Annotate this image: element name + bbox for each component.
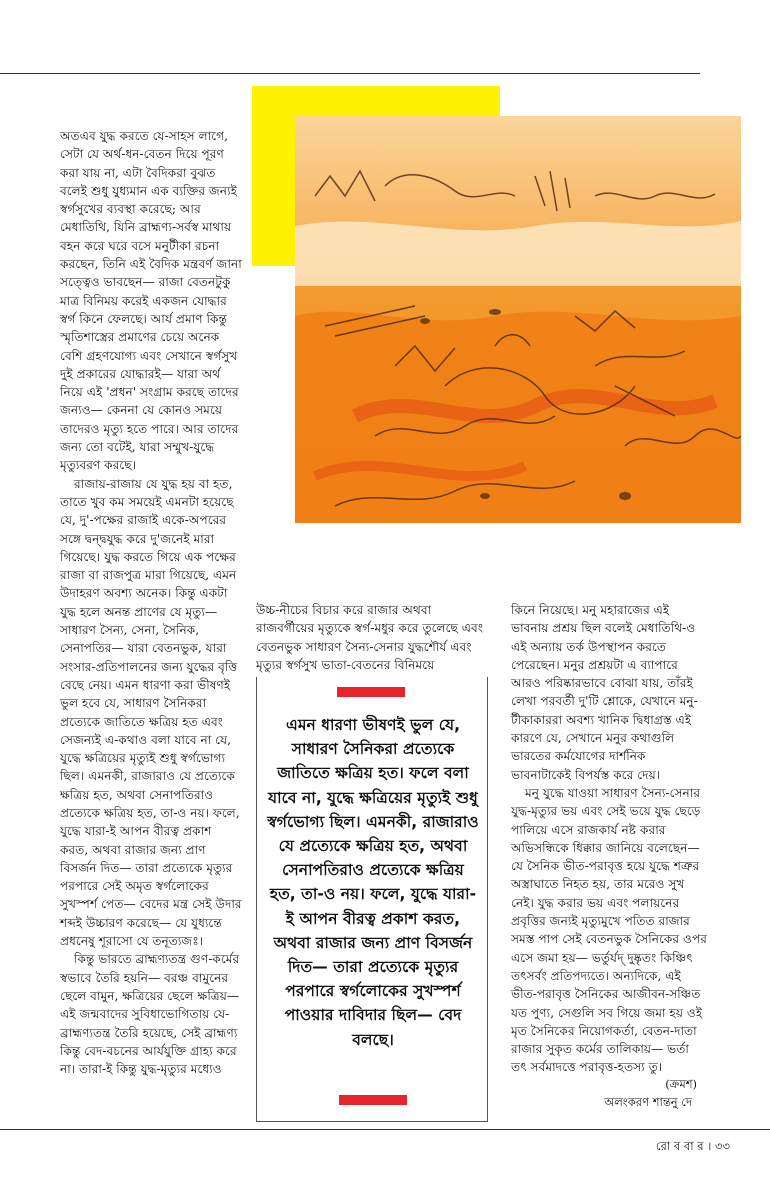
pull-quote-top-bar: [337, 687, 405, 697]
text-column-2: [256, 601, 492, 674]
column1-paragraph-2: রাজায়-রাজায় যে যুদ্ধ হয় বা হত, তাতে খুব কম সময়েই এমনটা হয়েছে যে, দু'-পক্ষের রাজাই একে-অপরের সঙ্গে দ্বন্দ্বযুদ্ধ করে দু'জনেই মারা গিয়েছে। যুদ্ধ করতে গিয়ে এক পক্ষের রাজা বা রাজপুত্র মারা গিয়েছে, এমন উদাহরণ অবশ্য অনেক। কিন্তু একটা যুদ্ধ হলে অনন্ত প্রাণের যে মৃত্যু— সাধারণ সৈন্য, সেনা, সৈনিক, সেনাপতির— যারা বেতনভুক, যারা সংসার-প্রতিপালনের জন্য যুদ্ধের বৃত্তি বেছে নেয়। এমন ধারণা করা ভীষণই ভুল হবে যে, সাধারণ সৈনিকরা প্রত্যেকে জাতিতে ক্ষত্রিয় হত এবং সেজন্যই এ-কথাও বলা যাবে না যে, যুদ্ধে ক্ষত্রিয়ের মৃত্যুই শুধু স্বর্গভোগ্য ছিল। এমনকী, রাজারাও যে প্রত্যেকে ক্ষত্রিয় হত, অথবা সেনাপতিরাও প্রত্যেকে ক্ষত্রিয় হত, তা-ও নয়। ফলে, যুদ্ধে যারা-ই আপন বীরত্ব প্রকাশ করত, অথবা রাজার জন্য প্রাণ বিসর্জন দিত— তারা প্রত্যেকে মৃত্যুর পরপারে সেই অমৃত স্বর্গলোকের সুখস্পর্শ পেত— বেদের মন্ত্র সেই উদার শব্দই উচ্চারণ করেছে— যে যুধ্যন্তে প্রধনেষু শূরাসো যে তনূত্যজঃ।: [60, 476, 242, 949]
text-column-3: [511, 601, 707, 1077]
article-signoff: [511, 1075, 707, 1111]
continued-marker: (ক্রমশ): [665, 1077, 697, 1091]
text-column-1: [60, 127, 242, 1078]
bottom-rule: [0, 1129, 770, 1130]
illustration-credit: অলংকরণ শান্তনু দে: [604, 1095, 692, 1109]
pull-quote-box: [256, 677, 488, 1122]
pull-quote-bottom-bar: [339, 1095, 407, 1105]
top-rule: [0, 73, 700, 74]
column3-paragraph-2: মনু যুদ্ধে যাওয়া সাধারণ সৈন্য-সেনার যুদ্ধ-মৃত্যুর ভয় এবং সেই ভয়ে যুদ্ধ ছেড়ে পালিয়ে এসে রাজকার্য নষ্ট করার অভিসন্ধিকে ধিক্কার জানিয়ে বলেছেন— যে সৈনিক ভীত-পরাবৃত্ত হয়ে যুদ্ধে শত্রুর অস্ত্রাঘাতে নিহত হয়, তার মরেও সুখ নেই। যুদ্ধ করার ভয় এবং পলায়নের প্রবৃত্তির জন্যই মৃত্যুমুখে পতিত রাজার সমস্ত পাপ সেই বেতনভুক সৈনিকের ওপর এসে জমা হয়— ভর্তুর্যদ্ দুষ্কৃতং কিঞ্চিৎ তৎসর্বং প্রতিপদ্যতে। অন্যদিকে, এই ভীত-পরাবৃত্ত সৈনিকের আজীবন-সঞ্চিত যত পুণ্য, সেগুলি সব গিয়ে জমা হয় ওই মৃত সৈনিকের নিয়োগকর্তা, বেতন-দাতা রাজার সুকৃত কর্মের তালিকায়— ভর্তা তৎ সর্বমাদত্তে পরাবৃত্ত-হতস্য তু।: [511, 785, 707, 1075]
column2-paragraph-1: উচ্চ-নীচের বিচার করে রাজার অথবা রাজবর্গীয়ের মৃত্যুকে স্বর্গ-মধুর করে তুলেছে এবং বেতনভুক সাধারণ সৈন্য-সেনার যুদ্ধশৌর্য এবং মৃত্যুর স্বর্গসুখ ভাতা-বেতনের বিনিময়ে: [256, 603, 484, 672]
battlefield-illustration: [295, 116, 741, 523]
column1-paragraph-3: কিন্তু ভারতে ব্রাহ্মণ্যতন্ত্র গুণ-কর্মের স্বভাবে তৈরি হয়নি— বরঞ্চ বামুনের ছেলে বামুন, ক্ষত্রিয়ের ছেলে ক্ষত্রিয়— এই জন্মবাদের সুবিধাভোগিতায় যে-ব্রাহ্মণ্যতন্ত্র তৈরি হয়েছে, সেই ব্রাহ্মণ্য কিন্তু বেদ-বচনের আর্যযুক্তি গ্রাহ্য করে না। তারা-ই কিন্তু যুদ্ধ-মৃত্যুর মধ্যেও: [60, 952, 240, 1077]
page-folio: রো ব বা র । ৩৩: [655, 1139, 730, 1153]
column3-paragraph-1: কিনে নিয়েছে। মনু মহারাজের এই ভাবনায় প্রশ্রয় ছিল বলেই মেধাতিথি-ও এই অন্যায় তর্ক উপস্থাপন করতে পেরেছেন। মনুর প্রশ্রয়টা এ ব্যাপারে আরও পরিষ্কারভাবে বোঝা যায়, তাঁরই লেখা পরবর্তী দু'টি শ্লোকে, যেখানে মনু-টীকাকাররা অবশ্য খানিক দ্বিধাগ্রস্ত এই কারণে যে, সেখানে মনুর কথাগুলি ভারতের কর্মযোগের দার্শনিক ভাবনাটাকেই বিপর্যস্ত করে দেয়।: [511, 603, 698, 782]
pull-quote-text: এমন ধারণা ভীষণই ভুল যে, সাধারণ সৈনিকরা প্রত্যেকে জাতিতে ক্ষত্রিয় হত। ফলে বলা যাবে না, যুদ্ধে ক্ষত্রিয়ের মৃত্যুই শুধু স্বর্গভোগ্য ছিল। এমনকী, রাজারাও যে প্রত্যেকে ক্ষত্রিয় হত, অথবা সেনাপতিরাও প্রত্যেকে ক্ষত্রিয় হত, তা-ও নয়। ফলে, যুদ্ধে যারা-ই আপন বীরত্ব প্রকাশ করত, অথবা রাজার জন্য প্রাণ বিসর্জন দিত— তারা প্রত্যেকে মৃত্যুর পরপারে স্বর্গলোকের সুখস্পর্শ পাওয়ার দাবিদার ছিল— বেদ বলছে।: [267, 716, 479, 1049]
column1-paragraph-1: অতএব যুদ্ধ করতে যে-সাহস লাগে, সেটা যে অর্থ-ধন-বেতন দিয়ে পূরণ করা যায় না, এটা বৈদিকরা বুঝত বলেই শুধু যুধ্যমান এক ব্যক্তির জন্যই স্বর্গসুখের ব্যবস্থা করেছে; আর মেধাতিথি, যিনি ব্রাহ্মণ্য-সর্বস্ব মাথায় বহন করে ঘরে বসে মনুটীকা রচনা করছেন, তিনি এই বৈদিক মন্ত্রবর্ণ জানা সত্ত্বেও ভাবছেন— রাজা বেতনটুকু মাত্র বিনিময় করেই একজন যোদ্ধার স্বর্গ কিনে ফেলছে। আর্য প্রমাণ কিন্তু স্মৃতিশাস্ত্রের প্রমাণের চেয়ে অনেক বেশি গ্রহণযোগ্য এবং সেখানে স্বর্গসুখ দুই প্রকারের যোদ্ধারই— যারা অর্থ নিয়ে এই 'প্রধন' সংগ্রাম করছে তাদের জন্যও— কেননা যে কোনও সময়ে তাদেরও মৃত্যু হতে পারে। আর তাদের জন্য তো বটেই, যারা সম্মুখ-যুদ্ধে মৃত্যুবরণ করছে।: [60, 129, 242, 473]
